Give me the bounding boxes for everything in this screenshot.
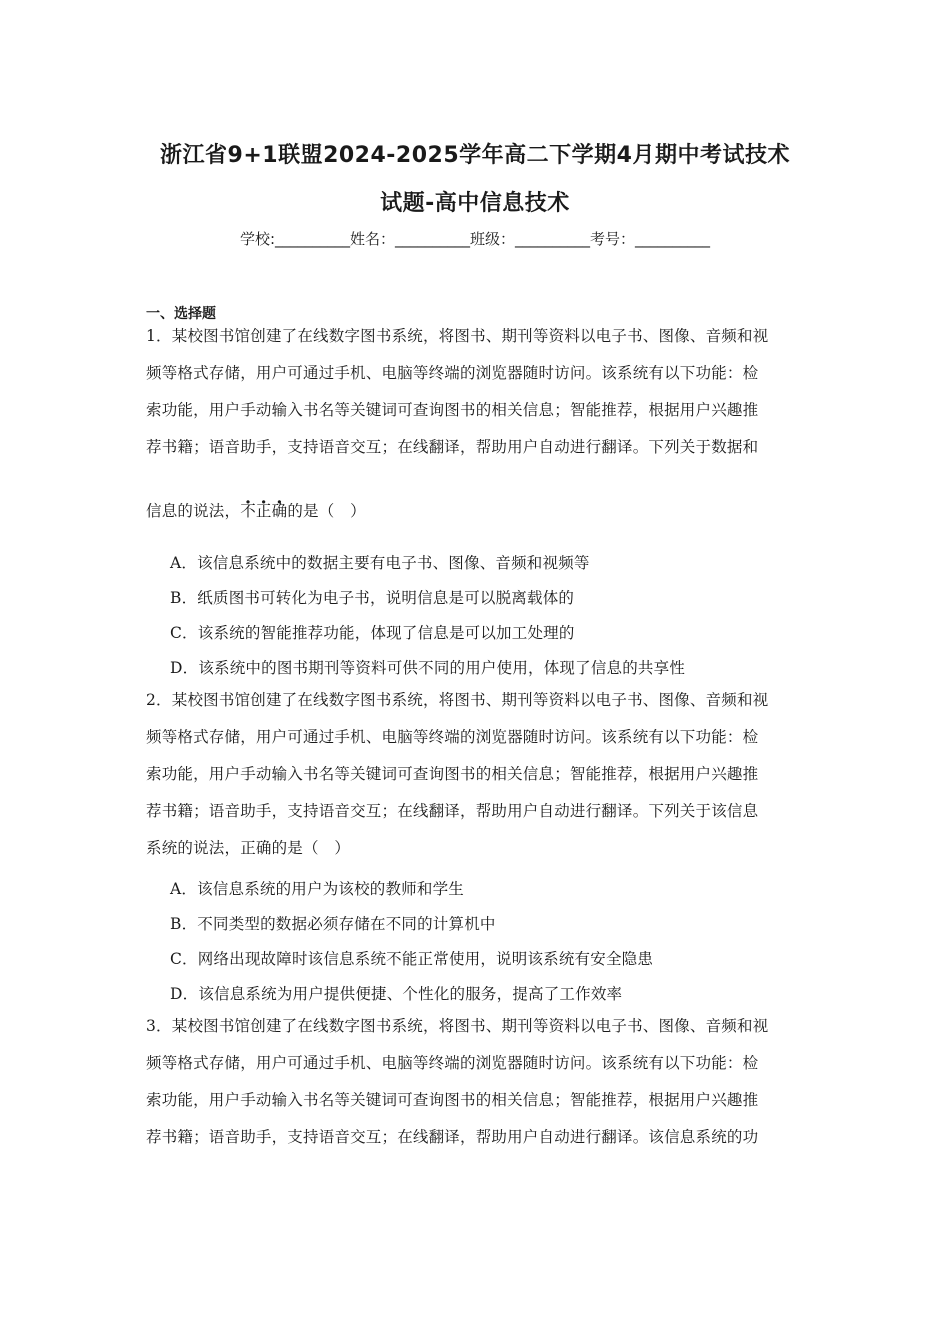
- option-c: C．该系统的智能推荐功能，体现了信息是可以加工处理的: [170, 624, 575, 642]
- question-line: 荐书籍；语音助手，支持语音交互；在线翻译，帮助用户自动进行翻译。该信息系统的功: [146, 1128, 759, 1146]
- emphasis-char: 不: [240, 502, 256, 520]
- question-line: 荐书籍；语音助手，支持语音交互；在线翻译，帮助用户自动进行翻译。下列关于数据和: [146, 438, 759, 456]
- question-line: 1．某校图书馆创建了在线数字图书系统，将图书、期刊等资料以电子书、图像、音频和视: [146, 327, 769, 345]
- student-info-line: 学校:__________姓名：__________班级：__________考号：__________: [239, 230, 711, 248]
- option-d: D．该系统中的图书期刊等资料可供不同的用户使用，体现了信息的共享性: [170, 659, 686, 677]
- option-b: B．不同类型的数据必须存储在不同的计算机中: [170, 915, 496, 933]
- question-line: 2．某校图书馆创建了在线数字图书系统，将图书、期刊等资料以电子书、图像、音频和视: [146, 691, 769, 709]
- question-2-stem: [146, 682, 811, 867]
- question-line: 系统的说法，正确的是（ ）: [146, 839, 351, 857]
- question-text: 的是（ ）: [287, 502, 366, 520]
- question-line: 3．某校图书馆创建了在线数字图书系统，将图书、期刊等资料以电子书、图像、音频和视: [146, 1017, 769, 1035]
- question-line: 索功能，用户手动输入书名等关键词可查询图书的相关信息；智能推荐，根据用户兴趣推: [146, 401, 759, 419]
- emphasis-char: 正: [255, 502, 272, 520]
- section-heading: 一、选择题: [146, 306, 216, 322]
- option-c: C．网络出现故障时该信息系统不能正常使用，说明该系统有安全隐患: [170, 950, 654, 968]
- question-1-final-line: [146, 493, 811, 530]
- page-title-line-2: 试题-高中信息技术: [380, 191, 570, 216]
- option-d: D．该信息系统为用户提供便捷、个性化的服务，提高了工作效率: [170, 985, 623, 1003]
- option-b: B．纸质图书可转化为电子书，说明信息是可以脱离载体的: [170, 589, 575, 607]
- question-line: 频等格式存储，用户可通过手机、电脑等终端的浏览器随时访问。该系统有以下功能：检: [146, 364, 759, 382]
- question-line: 频等格式存储，用户可通过手机、电脑等终端的浏览器随时访问。该系统有以下功能：检: [146, 1054, 759, 1072]
- question-line: 荐书籍；语音助手，支持语音交互；在线翻译，帮助用户自动进行翻译。下列关于该信息: [146, 802, 759, 820]
- option-a: A．该信息系统的用户为该校的教师和学生: [170, 880, 464, 898]
- option-a: A．该信息系统中的数据主要有电子书、图像、音频和视频等: [170, 554, 590, 572]
- page-title-line-1: 浙江省9+1联盟2024-2025学年高二下学期4月期中考试技术: [160, 143, 790, 168]
- question-3-stem: [146, 1008, 811, 1156]
- question-text: 信息的说法，: [146, 502, 241, 520]
- question-line: 索功能，用户手动输入书名等关键词可查询图书的相关信息；智能推荐，根据用户兴趣推: [146, 765, 759, 783]
- question-line: 索功能，用户手动输入书名等关键词可查询图书的相关信息；智能推荐，根据用户兴趣推: [146, 1091, 759, 1109]
- question-1-stem: [146, 318, 811, 466]
- question-line: 频等格式存储，用户可通过手机、电脑等终端的浏览器随时访问。该系统有以下功能：检: [146, 728, 759, 746]
- emphasis-char: 确: [271, 502, 288, 520]
